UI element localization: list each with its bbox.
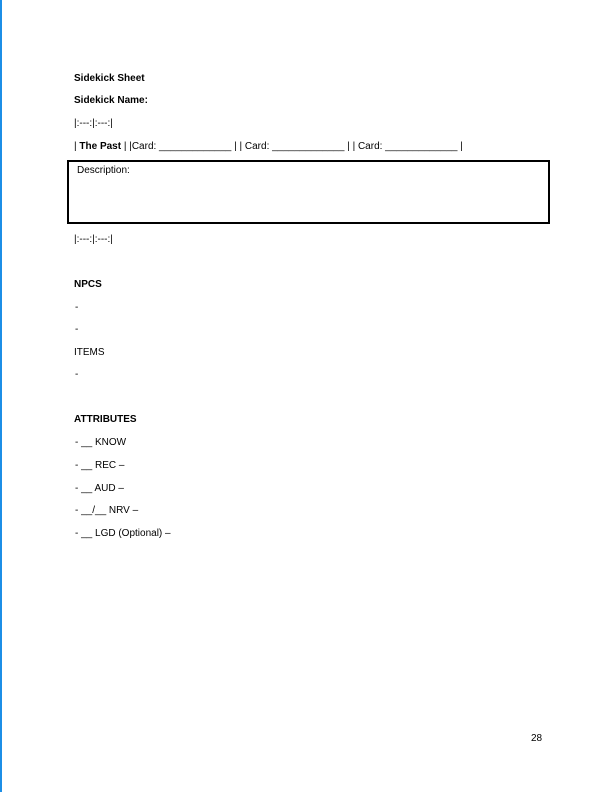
sidekick-name-label: Sidekick Name: <box>74 95 148 106</box>
list-item: - <box>75 324 79 335</box>
npcs-heading: NPCS <box>74 279 102 290</box>
past-row-cards: | |Card: _____________ | | Card: _____________ | | Card: _____________ | <box>121 141 463 152</box>
attribute-item: - __ AUD – <box>75 483 124 494</box>
attributes-heading: ATTRIBUTES <box>74 414 137 425</box>
table-separator: |:---:|:---:| <box>74 118 113 129</box>
description-box <box>67 160 550 224</box>
attribute-item: - __ KNOW <box>75 437 127 448</box>
attribute-item: - __ REC – <box>75 460 125 471</box>
attribute-item: - __ LGD (Optional) – <box>75 528 171 539</box>
description-label: Description: <box>77 165 130 176</box>
attribute-item: - __/__ NRV – <box>75 505 139 516</box>
past-row-prefix: | <box>74 141 80 152</box>
items-heading: ITEMS <box>74 347 105 358</box>
sheet-title: Sidekick Sheet <box>74 73 145 84</box>
past-row-label: The Past <box>79 141 122 152</box>
list-item: - <box>75 369 79 380</box>
the-past-row <box>74 141 463 153</box>
table-separator: |:---:|:---:| <box>74 234 113 245</box>
page-number: 28 <box>531 733 543 744</box>
list-item: - <box>75 302 79 313</box>
